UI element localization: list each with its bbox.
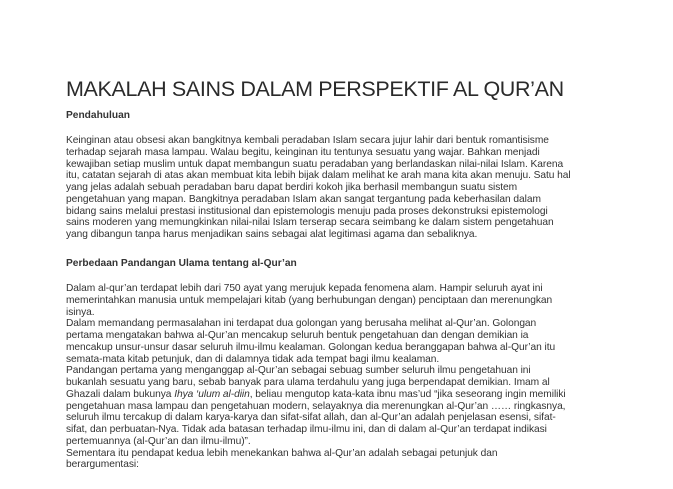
text-line: mencakup unsur-unsur dasar seluruh ilmu-ilmu kealaman. Golongan kedua beranggapan bahwa al-Qur’an itu (66, 341, 556, 353)
section-heading-perbedaan-pandangan: Perbedaan Pandangan Ulama tentang al-Qur’an (66, 258, 297, 269)
text-line: semata-mata kitab petunjuk, dan di dalamnya tidak ada tempat bagi ilmu kealaman. (66, 353, 440, 365)
text-line: terhadap sejarah masa lampau. Walau begitu, keinginan itu tentunya sesuatu yang wajar. Bahkan menjadi (66, 146, 540, 158)
text-line: sifat, dan perbuatan-Nya. Tidak ada batasan terhadap ilmu-ilmu ini, dan di dalam al-Qur’an terdapat indikasi (66, 424, 547, 435)
text-line: pertama mengatakan bahwa al-Qur’an mencakup seluruh bentuk pengetahuan dan dengan demikian ia (66, 330, 529, 341)
paragraph-perbedaan-pandangan (66, 283, 566, 471)
book-title-italic: Ihya ‘ulum al-diin (174, 388, 250, 400)
text-line: itu, catatan sejarah di atas akan membuat kita lebih bijak dalam melihat ke arah mana kita akan menuju. Satu hal (66, 170, 571, 182)
paragraph-pendahuluan (66, 135, 571, 241)
text-line: kewajiban setiap muslim untuk dapat membangun suatu peradaban yang berlandaskan nilai-nilai Islam. Karena (66, 158, 564, 170)
text-line: pertemuannya (al-Qur’an dan ilmu-ilmu)”. (66, 435, 251, 447)
text-line: berargumentasi: (66, 459, 139, 471)
document-page (66, 77, 666, 471)
page-title: MAKALAH SAINS DALAM PERSPEKTIF AL QUR’AN (66, 77, 564, 101)
text-line: Keinginan atau obsesi akan bangkitnya kembali peradaban Islam secara jujur lahir dari bentuk romantisisme (66, 135, 549, 146)
text-line: seluruh ilmu tercakup di dalam karya-karya dan sifat-sifat allah, dan al-Qur’an adalah penjelasan esensi, sifat- (66, 412, 556, 424)
text-fragment: , beliau mengutop kata-kata ibnu mas’ud “jika seseorang ingin memiliki (249, 388, 566, 400)
section-heading-pendahuluan: Pendahuluan (66, 110, 130, 121)
text-line: memerintahkan manusia untuk mempelajari kitab (yang berhubungan dengan) penciptaan dan merenungkan (66, 294, 553, 306)
text-line: Pandangan pertama yang menganggap al-Qur’an sebagai sebuag sumber seluruh ilmu pengetahuan ini (66, 365, 531, 377)
text-fragment: Ghazali dalam bukunya (66, 388, 175, 400)
text-line: pengetahuan masa lampau dan pengetahuan modern, selayaknya dia merenungkan al-Qur’an …… ringkasnya, (66, 400, 566, 412)
text-line: Sementara itu pendapat kedua lebih menekankan bahwa al-Qur’an adalah sebagai petunjuk dan (66, 447, 498, 459)
text-line: bukanlah sesuatu yang baru, sebab banyak para ulama terdahulu yang juga berpendapat demikian. Imam al (66, 377, 550, 388)
text-line: yang jelas adalah sebuah peradaban baru dapat berdiri kokoh jika berhasil membangun suatu sistem (66, 182, 518, 193)
text-line: yang dibangun tanpa harus menjadikan sains sebagai alat legitimasi agama dan sebaliknya. (66, 229, 478, 240)
text-line: sains moderen yang memungkinkan nilai-nilai Islam terserap secara seimbang ke dalam sistem pengetahuan (66, 217, 554, 229)
text-line: pengetahuan yang mapan. Bangkitnya peradaban Islam akan sangat tergantung pada keberhasilan dalam (66, 193, 541, 205)
text-line-with-italic-title (66, 389, 566, 401)
text-line: Dalam memandang permasalahan ini terdapat dua golongan yang berusaha melihat al-Qur’an. Golongan (66, 318, 537, 330)
text-line: bidang sains melalui prestasi institusional dan epistemologis menuju pada proses dekonstruksi epistemologi (66, 205, 548, 217)
text-line: Dalam al-qur’an terdapat lebih dari 750 ayat yang merujuk kepada fenomena alam. Hampir seluruh ayat ini (66, 283, 543, 294)
text-line: isinya. (66, 306, 95, 318)
